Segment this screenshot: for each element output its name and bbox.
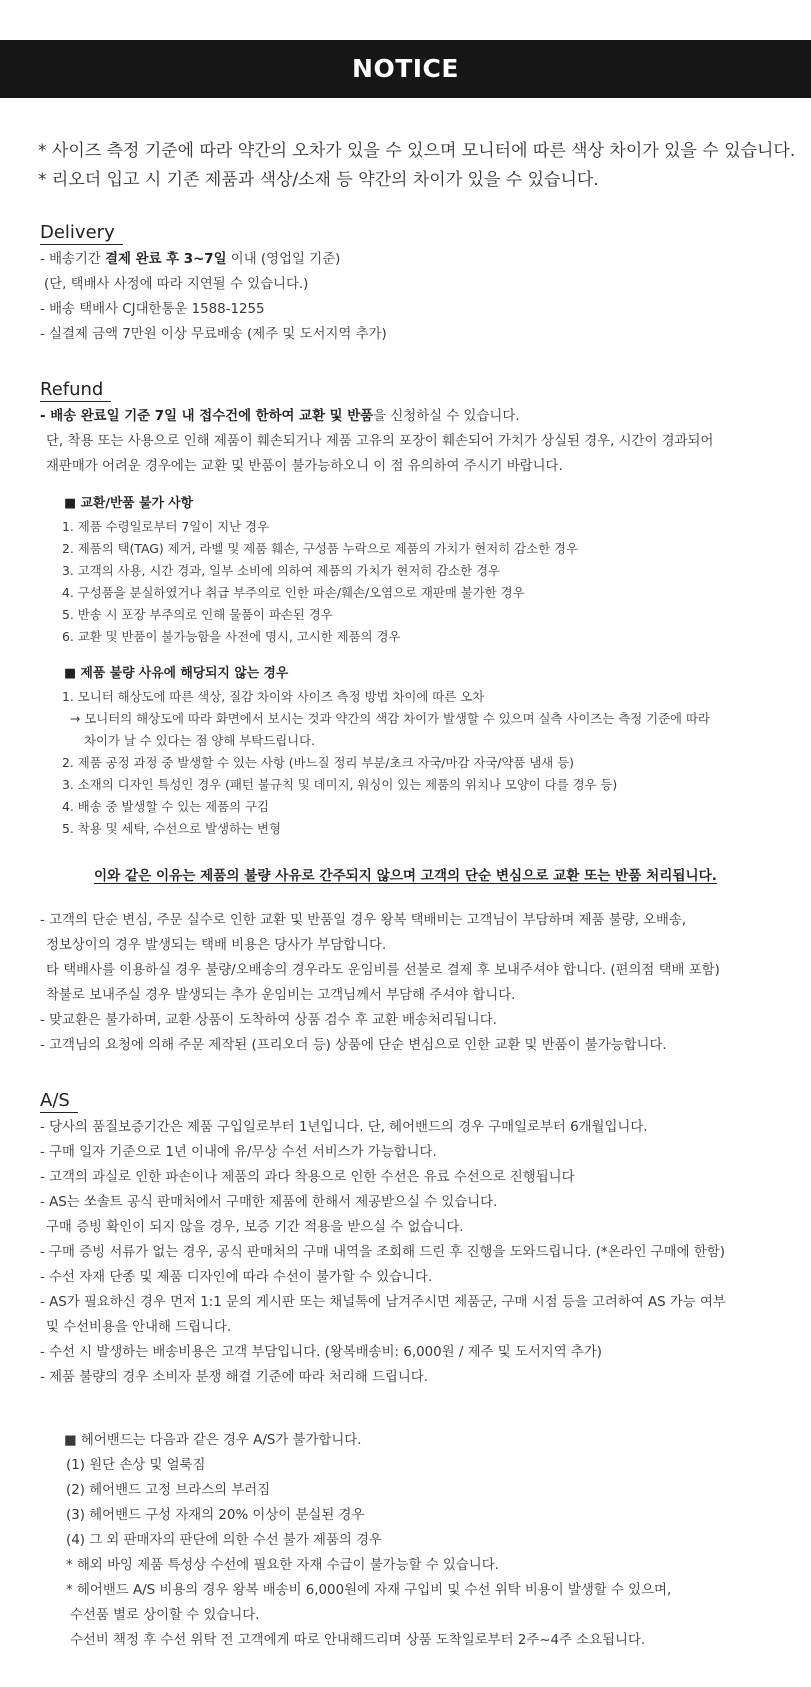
hairband-line: (4) 그 외 판매자의 판단에 의한 수선 불가 제품의 경우 bbox=[66, 1533, 382, 1548]
hairband-line: 수선비 책정 후 수선 위탁 전 고객에게 따로 안내해드리며 상품 도착일로부터 2주~4주 소요됩니다. bbox=[70, 1633, 646, 1648]
defect-exclusion-item: → 모니터의 해상도에 따라 화면에서 보시는 것과 약간의 색감 차이가 발생할 수 있으며 실측 사이즈는 측정 기준에 따라 bbox=[70, 711, 710, 726]
defect-exclusion-item: 4. 배송 중 발생할 수 있는 제품의 구김 bbox=[62, 799, 269, 814]
delivery-title: Delivery bbox=[40, 222, 123, 245]
shipping-fee-line: - 맞교환은 불가하며, 교환 상품이 도착하여 상품 검수 후 교환 배송처리됩니다. bbox=[40, 1013, 497, 1028]
shipping-fee-line: 착불로 보내주실 경우 발생되는 추가 운임비는 고객님께서 부담해 주셔야 합니다. bbox=[46, 988, 516, 1003]
no-return-title: ■ 교환/반품 불가 사항 bbox=[64, 496, 194, 511]
no-return-item: 6. 교환 및 반품이 불가능함을 사전에 명시, 고시한 제품의 경우 bbox=[62, 629, 401, 644]
hairband-line: * 해외 바잉 제품 특성상 수선에 필요한 자재 수급이 불가능할 수 있습니다. bbox=[66, 1558, 499, 1573]
shipping-fee-line: 타 택배사를 이용하실 경우 불량/오배송의 경우라도 운임비를 선불로 결제 후 보내주셔야 합니다. (편의점 택배 포함) bbox=[46, 963, 720, 978]
refund-line-1-post: 을 신청하실 수 있습니다. bbox=[373, 409, 520, 424]
as-line: - AS는 쏘솔트 공식 판매처에서 구매한 제품에 한해서 제공받으실 수 있습니다. bbox=[40, 1195, 498, 1210]
hairband-line: (2) 헤어밴드 고정 브라스의 부러짐 bbox=[66, 1483, 271, 1498]
hairband-title: ■ 헤어밴드는 다음과 같은 경우 A/S가 불가합니다. bbox=[64, 1433, 362, 1448]
defect-exclusion-item: 2. 제품 공정 과정 중 발생할 수 있는 사항 (바느질 정리 부분/초크 자국/마감 자국/약품 냄새 등) bbox=[62, 755, 575, 770]
as-line: - 구매 일자 기준으로 1년 이내에 유/무상 수선 서비스가 가능합니다. bbox=[40, 1145, 437, 1160]
refund-warning: 이와 같은 이유는 제품의 불량 사유로 간주되지 않으며 고객의 단순 변심으로 교환 또는 반품 처리됩니다. bbox=[94, 868, 717, 884]
hairband-line: (3) 헤어밴드 구성 자재의 20% 이상이 분실된 경우 bbox=[66, 1508, 365, 1523]
delivery-line-2: (단, 택배사 사정에 따라 지연될 수 있습니다.) bbox=[44, 277, 309, 292]
as-line: 및 수선비용을 안내해 드립니다. bbox=[46, 1320, 232, 1335]
as-line: - 고객의 과실로 인한 파손이나 제품의 과다 착용으로 인한 수선은 유료 수선으로 진행됩니다 bbox=[40, 1170, 575, 1185]
delivery-line-1 bbox=[40, 251, 340, 269]
no-return-item: 4. 구성품을 분실하였거나 취급 부주의로 인한 파손/훼손/오염으로 재판매 불가한 경우 bbox=[62, 585, 525, 600]
as-line: 구매 증빙 확인이 되지 않을 경우, 보증 기간 적용을 받으실 수 없습니다. bbox=[46, 1220, 464, 1235]
as-line: - 수선 자재 단종 및 제품 디자인에 따라 수선이 불가할 수 있습니다. bbox=[40, 1270, 433, 1285]
refund-line-3: 재판매가 어려운 경우에는 교환 및 반품이 불가능하오니 이 점 유의하여 주시기 바랍니다. bbox=[46, 459, 563, 474]
intro-line-2: * 리오더 입고 시 기존 제품과 색상/소재 등 약간의 차이가 있을 수 있습니다. bbox=[38, 170, 599, 190]
no-return-item: 1. 제품 수령일로부터 7일이 지난 경우 bbox=[62, 519, 269, 534]
refund-line-2: 단, 착용 또는 사용으로 인해 제품이 훼손되거나 제품 고유의 포장이 훼손되어 가치가 상실된 경우, 시간이 경과되어 bbox=[46, 434, 714, 449]
refund-line-1 bbox=[40, 408, 520, 426]
defect-exclusion-item: 차이가 날 수 있다는 점 양해 부탁드립니다. bbox=[84, 733, 316, 748]
no-return-item: 5. 반송 시 포장 부주의로 인해 물품이 파손된 경우 bbox=[62, 607, 333, 622]
defect-exclusion-item: 1. 모니터 해상도에 따른 색상, 질감 차이와 사이즈 측정 방법 차이에 따른 오차 bbox=[62, 689, 485, 704]
no-return-item: 2. 제품의 택(TAG) 제거, 라벨 및 제품 훼손, 구성품 누락으로 제품의 가치가 현저히 감소한 경우 bbox=[62, 541, 578, 556]
as-line: - 구매 증빙 서류가 없는 경우, 공식 판매처의 구매 내역을 조회해 드린 후 진행을 도와드립니다. (*온라인 구매에 한함) bbox=[40, 1245, 725, 1260]
as-line: - 수선 시 발생하는 배송비용은 고객 부담입니다. (왕복배송비: 6,000원 / 제주 및 도서지역 추가) bbox=[40, 1345, 603, 1360]
delivery-line-1-bold: 결제 완료 후 3~7일 bbox=[105, 252, 227, 267]
intro-line-1: * 사이즈 측정 기준에 따라 약간의 오차가 있을 수 있으며 모니터에 따른 색상 차이가 있을 수 있습니다. bbox=[38, 141, 796, 161]
notice-header: NOTICE bbox=[0, 40, 811, 98]
shipping-fee-line: - 고객의 단순 변심, 주문 실수로 인한 교환 및 반품일 경우 왕복 택배비는 고객님이 부담하며 제품 불량, 오배송, bbox=[40, 913, 687, 928]
as-line: - 제품 불량의 경우 소비자 분쟁 해결 기준에 따라 처리해 드립니다. bbox=[40, 1370, 428, 1385]
as-line: - 당사의 품질보증기간은 제품 구입일로부터 1년입니다. 단, 헤어밴드의 경우 구매일로부터 6개월입니다. bbox=[40, 1120, 648, 1135]
as-line: - AS가 필요하신 경우 먼저 1:1 문의 게시판 또는 채널톡에 남겨주시면 제품군, 구매 시점 등을 고려하여 AS 가능 여부 bbox=[40, 1295, 726, 1310]
delivery-line-1-post: 이내 (영업일 기준) bbox=[226, 252, 341, 267]
no-return-item: 3. 고객의 사용, 시간 경과, 일부 소비에 의하여 제품의 가치가 현저히 감소한 경우 bbox=[62, 563, 501, 578]
defect-exclusion-item: 3. 소재의 디자인 특성인 경우 (패턴 불규칙 및 데미지, 워싱이 있는 제품의 위치나 모양이 다를 경우 등) bbox=[62, 777, 618, 792]
delivery-line-1-pre: - 배송기간 bbox=[40, 252, 106, 267]
shipping-fee-line: 정보상이의 경우 발생되는 택배 비용은 당사가 부담합니다. bbox=[46, 938, 387, 953]
as-title: A/S bbox=[40, 1090, 78, 1113]
delivery-line-4: - 실결제 금액 7만원 이상 무료배송 (제주 및 도서지역 추가) bbox=[40, 327, 387, 342]
delivery-line-3: - 배송 택배사 CJ대한통운 1588-1255 bbox=[40, 302, 265, 317]
defect-exclusion-title: ■ 제품 불량 사유에 해당되지 않는 경우 bbox=[64, 666, 289, 681]
defect-exclusion-item: 5. 착용 및 세탁, 수선으로 발생하는 변형 bbox=[62, 821, 281, 836]
hairband-line: * 헤어밴드 A/S 비용의 경우 왕복 배송비 6,000원에 자재 구입비 및 수선 위탁 비용이 발생할 수 있으며, bbox=[66, 1583, 672, 1598]
refund-title: Refund bbox=[40, 379, 111, 402]
shipping-fee-line: - 고객님의 요청에 의해 주문 제작된 (프리오더 등) 상품에 단순 변심으로 인한 교환 및 반품이 불가능합니다. bbox=[40, 1038, 667, 1053]
refund-line-1-bold: - 배송 완료일 기준 7일 내 접수건에 한하여 교환 및 반품 bbox=[40, 409, 374, 424]
hairband-line: (1) 원단 손상 및 얼룩짐 bbox=[66, 1458, 206, 1473]
hairband-line: 수선품 별로 상이할 수 있습니다. bbox=[70, 1608, 260, 1623]
